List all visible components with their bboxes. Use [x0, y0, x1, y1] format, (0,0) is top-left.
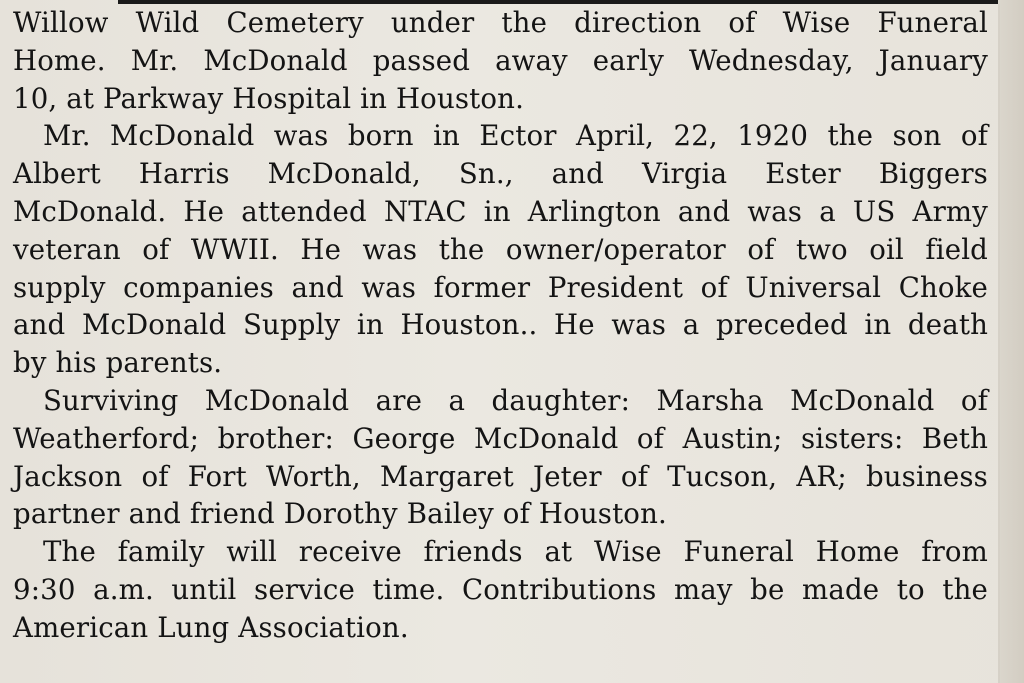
text-line: 9:30 a.m. until service time. Contributions may be made to the	[13, 572, 988, 606]
obituary-article	[13, 4, 988, 647]
text-line: Jackson of Fort Worth, Margaret Jeter of Tucson, AR; business	[13, 459, 988, 493]
text-line: and McDonald Supply in Houston.. He was a preceded in death	[13, 308, 988, 342]
text-line: Willow Wild Cemetery under the direction of Wise Funeral	[13, 6, 988, 39]
adjacent-column-edge	[998, 0, 1024, 683]
text-line: by his parents.	[13, 346, 223, 380]
text-line: Home. Mr. McDonald passed away early Wednesday, January	[13, 43, 988, 77]
text-line: American Lung Association.	[13, 610, 409, 644]
text-line: Surviving McDonald are a daughter: Marsha McDonald of	[43, 383, 988, 417]
paragraph-burial	[13, 4, 988, 117]
text-line: supply companies and was former President of Universal Choke	[13, 270, 988, 304]
text-line: 10, at Parkway Hospital in Houston.	[13, 81, 525, 115]
text-line: McDonald. He attended NTAC in Arlington and was a US Army	[13, 194, 988, 228]
text-line: partner and friend Dorothy Bailey of Houston.	[13, 497, 667, 531]
text-line: Albert Harris McDonald, Sn., and Virgia Ester Biggers	[13, 157, 988, 191]
text-line: Mr. McDonald was born in Ector April, 22, 1920 the son of	[43, 119, 988, 153]
text-line: veteran of WWII. He was the owner/operator of two oil field	[13, 232, 988, 266]
paragraph-biography	[13, 117, 988, 382]
text-line: Weatherford; brother: George McDonald of Austin; sisters: Beth	[13, 421, 988, 455]
paragraph-survivors	[13, 382, 988, 533]
paragraph-services	[13, 533, 988, 646]
text-line: The family will receive friends at Wise Funeral Home from	[43, 535, 988, 569]
